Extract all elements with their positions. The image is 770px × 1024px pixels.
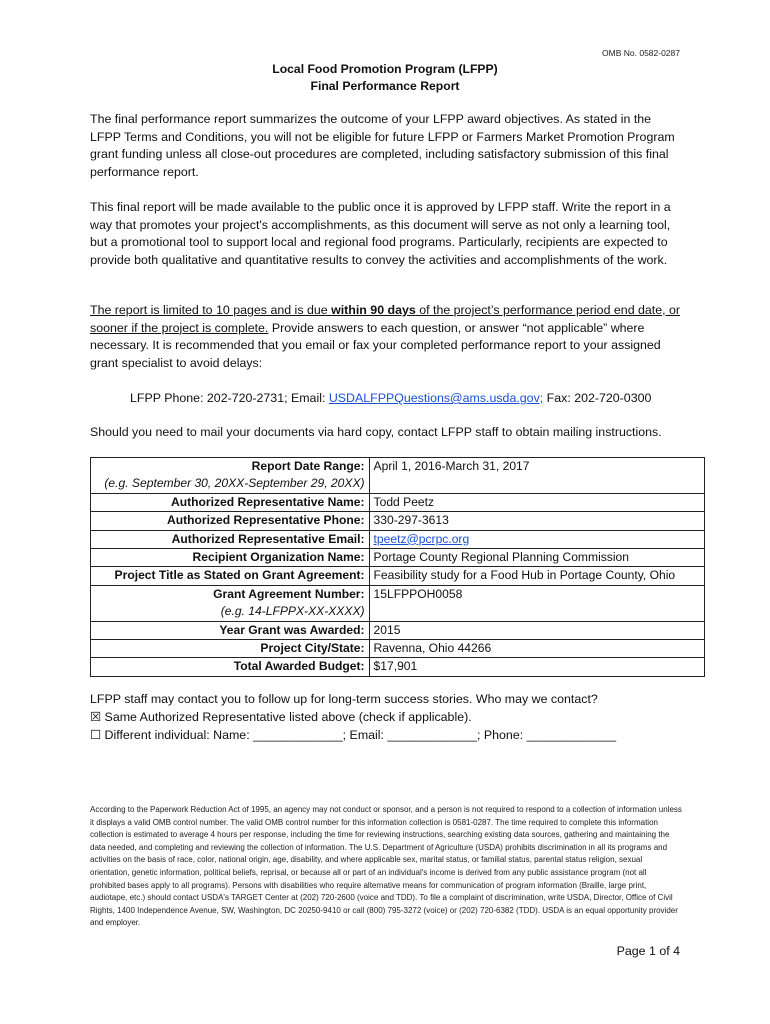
field-example: (e.g. September 30, 20XX-September 29, 20XX) — [104, 476, 365, 491]
field-label — [91, 549, 370, 567]
different-individual-checkbox[interactable]: ☐ Different individual: Name: _____________; Email: _____________; Phone: _____________ — [90, 728, 617, 742]
table-row — [91, 512, 705, 530]
instructions-text: Provide answers to each question, or answer “not applicable” where necessary. It is recommended that you email or fax your completed performance report to your assigned grant specialist to avoid delays: — [90, 320, 661, 370]
field-value — [369, 621, 704, 639]
field-value-text: Feasibility study for a Food Hub in Portage County, Ohio — [373, 568, 676, 583]
field-value — [369, 458, 704, 494]
field-label-text: Recipient Organization Name: — [192, 550, 365, 565]
field-value-text: Todd Peetz — [373, 494, 435, 509]
field-label-text: Grant Agreement Number: — [213, 586, 365, 601]
contact-phone: LFPP Phone: 202-720-2731; Email: — [130, 391, 329, 405]
field-value — [369, 512, 704, 530]
field-label-text: Project City/State: — [260, 641, 365, 656]
field-value-text: $17,901 — [373, 659, 418, 674]
field-value — [369, 658, 704, 676]
field-value — [369, 493, 704, 511]
field-label-text: Year Grant was Awarded: — [219, 622, 365, 637]
field-label-text: Authorized Representative Name: — [170, 494, 365, 509]
table-row — [91, 640, 705, 658]
field-label — [91, 640, 370, 658]
field-label — [91, 530, 370, 548]
contact-line — [130, 390, 651, 407]
field-value — [369, 530, 704, 548]
title-line-1: Local Food Promotion Program (LFPP) — [272, 62, 498, 76]
field-value — [369, 567, 704, 585]
title-line-2: Final Performance Report — [310, 79, 460, 93]
followup-question: LFPP staff may contact you to follow up for long-term success stories. Who may we contact? — [90, 692, 598, 706]
field-value — [369, 549, 704, 567]
deadline-text-b: of the project’s performance period end date, or sooner if the project is complete. — [90, 303, 681, 335]
table-row — [91, 585, 705, 621]
field-label-text: Total Awarded Budget: — [233, 659, 365, 674]
field-label — [91, 567, 370, 585]
table-row — [91, 658, 705, 676]
field-value-text: 2015 — [373, 622, 401, 637]
intro-paragraph-3 — [90, 302, 682, 372]
omb-number: OMB No. 0582-0287 — [602, 48, 680, 58]
deadline-bold: within 90 days — [331, 303, 416, 317]
intro-paragraph-1: The final performance report summarizes the outcome of your LFPP award objectives. As stated in the LFPP Terms and Conditions, you will not be eligible for future LFPP or Farmers Market Promotion Program grant funding unless all close-out procedures are completed, including satisfactory submission of this final performance report. — [90, 112, 675, 179]
page-title — [0, 61, 770, 95]
field-label — [91, 512, 370, 530]
page-number: Page 1 of 4 — [616, 944, 680, 958]
field-value — [369, 640, 704, 658]
field-label-text: Authorized Representative Phone: — [166, 513, 365, 528]
representative-email-link[interactable]: tpeetz@pcrpc.org — [373, 531, 470, 546]
field-label-text: Project Title as Stated on Grant Agreement: — [114, 568, 365, 583]
table-row — [91, 621, 705, 639]
field-label-text: Authorized Representative Email: — [171, 531, 365, 546]
table-row — [91, 530, 705, 548]
field-value-text: Portage County Regional Planning Commission — [373, 550, 629, 565]
field-label — [91, 585, 370, 621]
field-value-text: 330-297-3613 — [373, 513, 449, 528]
intro-paragraph-2: This final report will be made available to the public once it is approved by LFPP staff. Write the report in a way that promotes your project's accomplishments, as this document will serve as not only a learning tool, but a promotional tool to support local and regional food programs. Particularly, recipients are expected to provide both qualitative and quantitative results to convey the activities and accomplishments of the work. — [90, 200, 671, 267]
contact-fax: Fax: 202-720-0300 — [543, 391, 652, 405]
field-value-text: Ravenna, Ohio 44266 — [373, 641, 492, 656]
field-example: (e.g. 14-LFPPX-XX-XXXX) — [220, 604, 365, 619]
mail-note: Should you need to mail your documents via hard copy, contact LFPP staff to obtain mailing instructions. — [90, 425, 662, 439]
field-label-text: Report Date Range: — [251, 459, 365, 473]
field-label — [91, 658, 370, 676]
table-row — [91, 549, 705, 567]
followup-section — [90, 690, 616, 744]
paperwork-reduction-notice: According to the Paperwork Reduction Act of 1995, an agency may not conduct or sponsor, and a person is not required to respond to a collection of information unless it displays a valid OMB control number. The valid OMB control number for this information collection is 0581-0287. The time required to complete this information collection is estimated to average 4 hours per response, including the time for reviewing instructions, searching existing data sources, gathering and maintaining the data needed, and completing and reviewing the collection of information. The U.S. Department of Agriculture (USDA) prohibits discrimination in all its programs and activities on the basis of race, color, national origin, age, disability, and where applicable sex, marital status, or familial status, parental status religion, sexual orientation, genetic information, political beliefs, reprisal, or because all or part of an individual's income is derived from any public assistance program (not all prohibited bases apply to all programs). Persons with disabilities who require alternative means for communication of program information (Braille, large print, audiotape, etc.) should contact USDA's TARGET Center at (202) 720-2600 (voice and TDD). To file a complaint of discrimination, write USDA, Director, Office of Civil Rights, 1400 Independence Avenue, SW, Washington, DC 20250-9410 or call (800) 795-3272 (voice) or (202) 720-6382 (TDD). USDA is an equal opportunity provider and employer. — [90, 805, 682, 928]
table-row — [91, 567, 705, 585]
contact-email-link[interactable]: USDALFPPQuestions@ams.usda.gov; — [328, 391, 544, 405]
table-row — [91, 458, 705, 494]
field-label — [91, 458, 370, 494]
field-label — [91, 493, 370, 511]
field-value-text: 15LFPPOH0058 — [373, 586, 463, 601]
same-representative-checkbox[interactable]: ☒ Same Authorized Representative listed above (check if applicable). — [90, 710, 472, 724]
deadline-text-a: The report is limited to 10 pages and is due — [90, 303, 332, 317]
field-value — [369, 585, 704, 621]
field-value-text: April 1, 2016-March 31, 2017 — [373, 459, 530, 473]
table-row — [91, 493, 705, 511]
grant-info-table — [90, 457, 705, 677]
field-label — [91, 621, 370, 639]
